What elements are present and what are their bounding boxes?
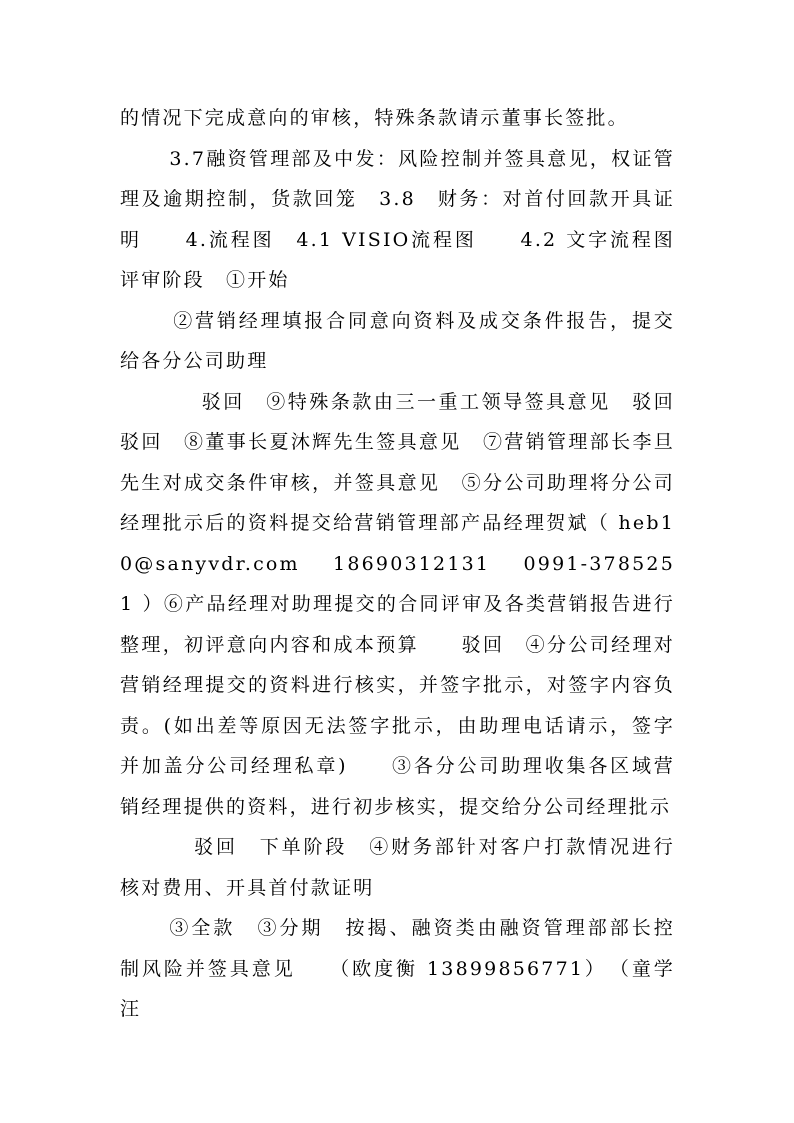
paragraph-order-stage: 驳回 下单阶段 ④财务部针对客户打款情况进行核对费用、开具首付款证明 [120,836,675,899]
document-body [120,98,697,1030]
paragraph-finance-and-flowchart: 3.7融资管理部及中发：风险控制并签具意见，权证管理及逾期控制，货款回笼 3.8 财务：对首付回款开具证明 4.流程图 4.1 VISIO流程图 4.2 文字流程图 评审阶段 ①开始 [120,147,697,291]
paragraph-approval-continuation: 的情况下完成意向的审核，特殊条款请示董事长签批。 [120,107,629,129]
paragraph-sales-manager-report: ②营销经理填报合同意向资料及成交条件报告，提交给各分公司助理 [120,309,675,372]
paragraph-review-steps: 驳回 ⑨特殊条款由三一重工领导签具意见 驳回 驳回 ⑧董事长夏沐辉先生签具意见 ⑦营销管理部长李旦先生对成交条件审核，并签具意见 ⑤分公司助理将分公司经理批示后的资料提交给营销管理部产品经理贺斌（ heb10@sanyvdr.com 18690312131 0991-3785251 ）⑥产品经理对助理提交的合同评审及各类营销报告进行整理，初评意向内容和成本预算 驳回 ④分公司经理对营销经理提交的资料进行核实，并签字批示，对签字内容负责。(如出差等原因无法签字批示，由助理电话请示，签字并加盖分公司经理私章) ③各分公司助理收集各区域营销经理提供的资料，进行初步核实，提交给分公司经理批示 [120,390,697,818]
paragraph-payment-types: ③全款 ③分期 按揭、融资类由融资管理部部长控制风险并签具意见 （欧度衡 13899856771） （童学汪 [120,917,675,1020]
